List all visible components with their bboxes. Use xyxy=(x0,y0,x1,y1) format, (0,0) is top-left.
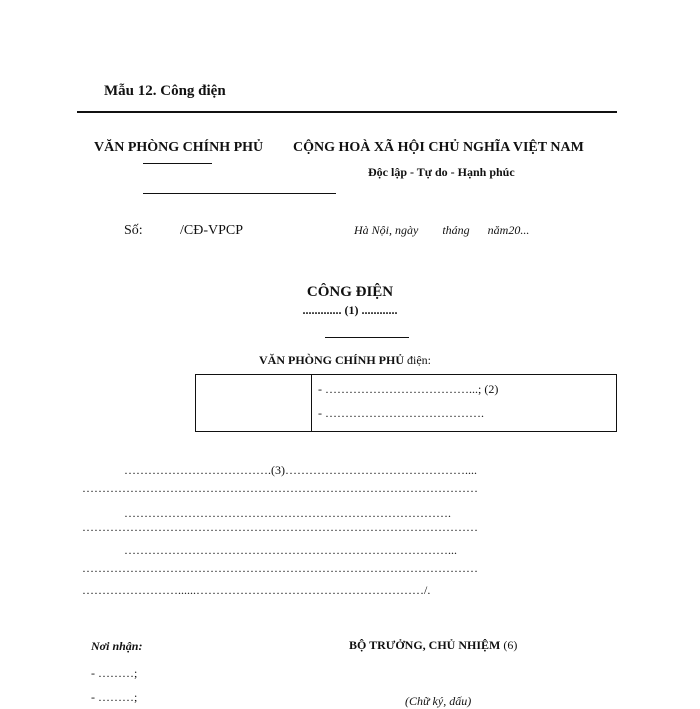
recipients-label: Nơi nhận: xyxy=(91,639,143,653)
body-line-3: ………………………………………………………………………. xyxy=(124,506,451,520)
header-divider xyxy=(77,111,617,113)
body-line-2: ……………………………………………………………………………………… xyxy=(82,481,478,495)
signer-title-note: (6) xyxy=(500,638,518,652)
number-code: /CĐ-VPCP xyxy=(180,223,244,238)
sender-line xyxy=(259,353,431,368)
footer-recipient-2: - ………; xyxy=(91,690,138,704)
recipients-box-divider xyxy=(311,375,312,431)
subtitle-underline xyxy=(325,337,409,338)
body-line-6: ……………………………………………………………………………………… xyxy=(82,561,478,575)
sender-agency: VĂN PHÒNG CHÍNH PHỦ xyxy=(259,353,404,367)
signature-note: (Chữ ký, dấu) xyxy=(405,694,472,708)
issuer-agency: VĂN PHÒNG CHÍNH PHỦ xyxy=(94,140,264,155)
body-line-5: ………………………………………………………………………... xyxy=(124,543,457,557)
number-label: Số: xyxy=(124,223,143,238)
signer-title-main: BỘ TRƯỞNG, CHỦ NHIỆM xyxy=(349,638,501,652)
recipient-line-1: - ………………………………...; (2) xyxy=(318,382,499,396)
form-title: Mẫu 12. Công điện xyxy=(104,83,226,99)
recipient-line-2: - …………………………………. xyxy=(318,406,484,420)
signer-title xyxy=(349,638,517,653)
document-type: CÔNG ĐIỆN xyxy=(306,284,394,300)
footer-recipient-1: - ………; xyxy=(91,666,138,680)
issuer-underline xyxy=(143,163,212,164)
body-line-4: ……………………………………………………………………………………… xyxy=(82,520,478,534)
body-line-1: ……………………………….(3)……………………………………….... xyxy=(124,463,477,477)
place-date: Hà Nội, ngày tháng năm20... xyxy=(354,223,530,237)
body-line-7: ……………………......…………………………………………………/. xyxy=(82,583,431,597)
national-motto: CỘNG HOÀ XÃ HỘI CHỦ NGHĨA VIỆT NAM xyxy=(293,140,584,155)
sender-suffix: điện: xyxy=(404,353,431,367)
national-tagline: Độc lập - Tự do - Hạnh phúc xyxy=(368,165,515,179)
tagline-underline xyxy=(143,193,336,194)
document-subtitle: ............. (1) ............ xyxy=(302,303,398,317)
